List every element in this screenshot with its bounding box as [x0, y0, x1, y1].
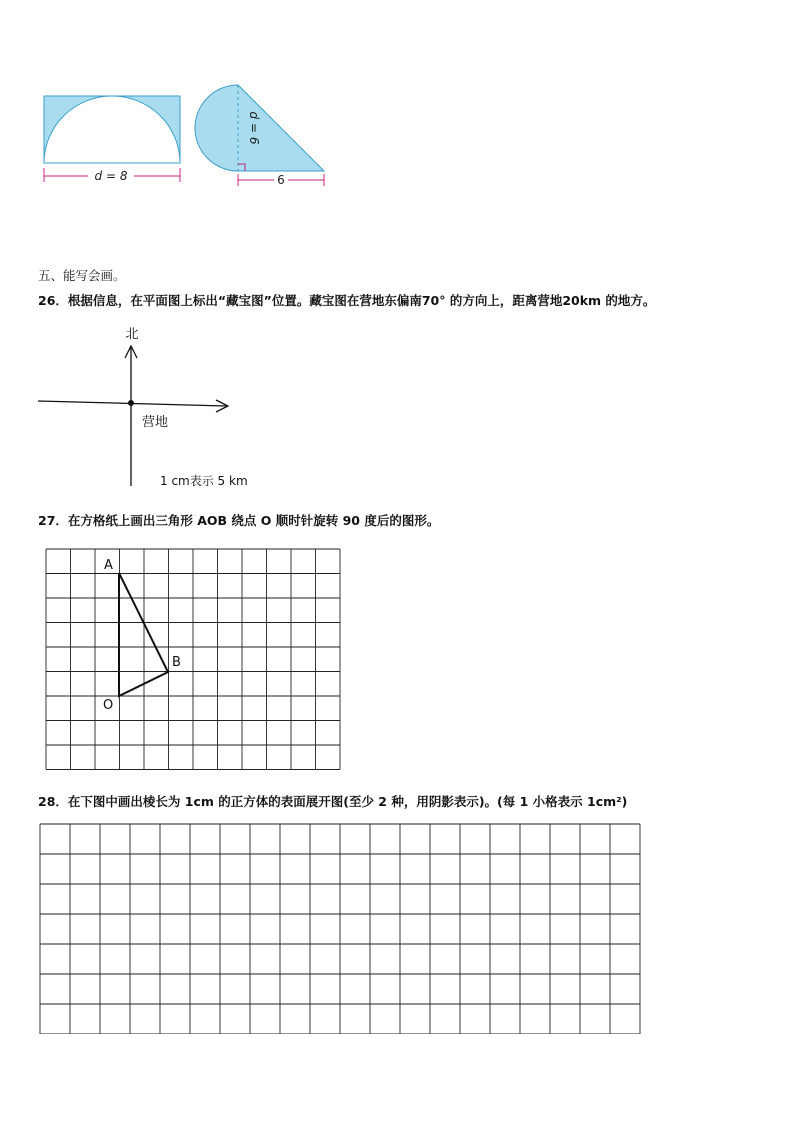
point-o-label: O	[103, 698, 114, 713]
camp-point	[128, 400, 134, 406]
question-27-text: 27．在方格纸上画出三角形 AOB 绕点 O 顺时针旋转 90 度后的图形。	[38, 513, 440, 528]
section-title: 五、能写会画。	[38, 268, 126, 283]
point-b-label: B	[172, 655, 181, 670]
question-28-text: 28．在下图中画出棱长为 1cm 的正方体的表面展开图(至少 2 种，用阴影表示)。(每 1 小格表示 1cm²)	[38, 794, 628, 809]
dimension-label-d8: d = 8	[94, 169, 128, 183]
figure-semicircle-triangle	[190, 80, 335, 190]
q27-grid-lines	[46, 549, 340, 770]
q28-grid	[38, 822, 642, 1034]
north-label: 北	[125, 327, 139, 342]
base-label-6: 6	[277, 173, 285, 187]
scale-label: 1 cm表示 5 km	[160, 474, 248, 488]
point-a-label: A	[104, 558, 113, 573]
q27-grid	[40, 545, 342, 771]
camp-label: 营地	[142, 415, 169, 430]
q26-plane-map	[36, 322, 266, 494]
q28-grid-lines	[40, 824, 640, 1034]
diameter-label-d6: d = 6	[247, 111, 261, 145]
question-26-text: 26．根据信息，在平面图上标出“藏宝图”位置。藏宝图在营地东偏南70° 的方向上，距离营地20km 的地方。	[38, 293, 656, 308]
triangle-aob	[119, 573, 168, 696]
figure-rectangle-semicircle	[40, 88, 185, 188]
